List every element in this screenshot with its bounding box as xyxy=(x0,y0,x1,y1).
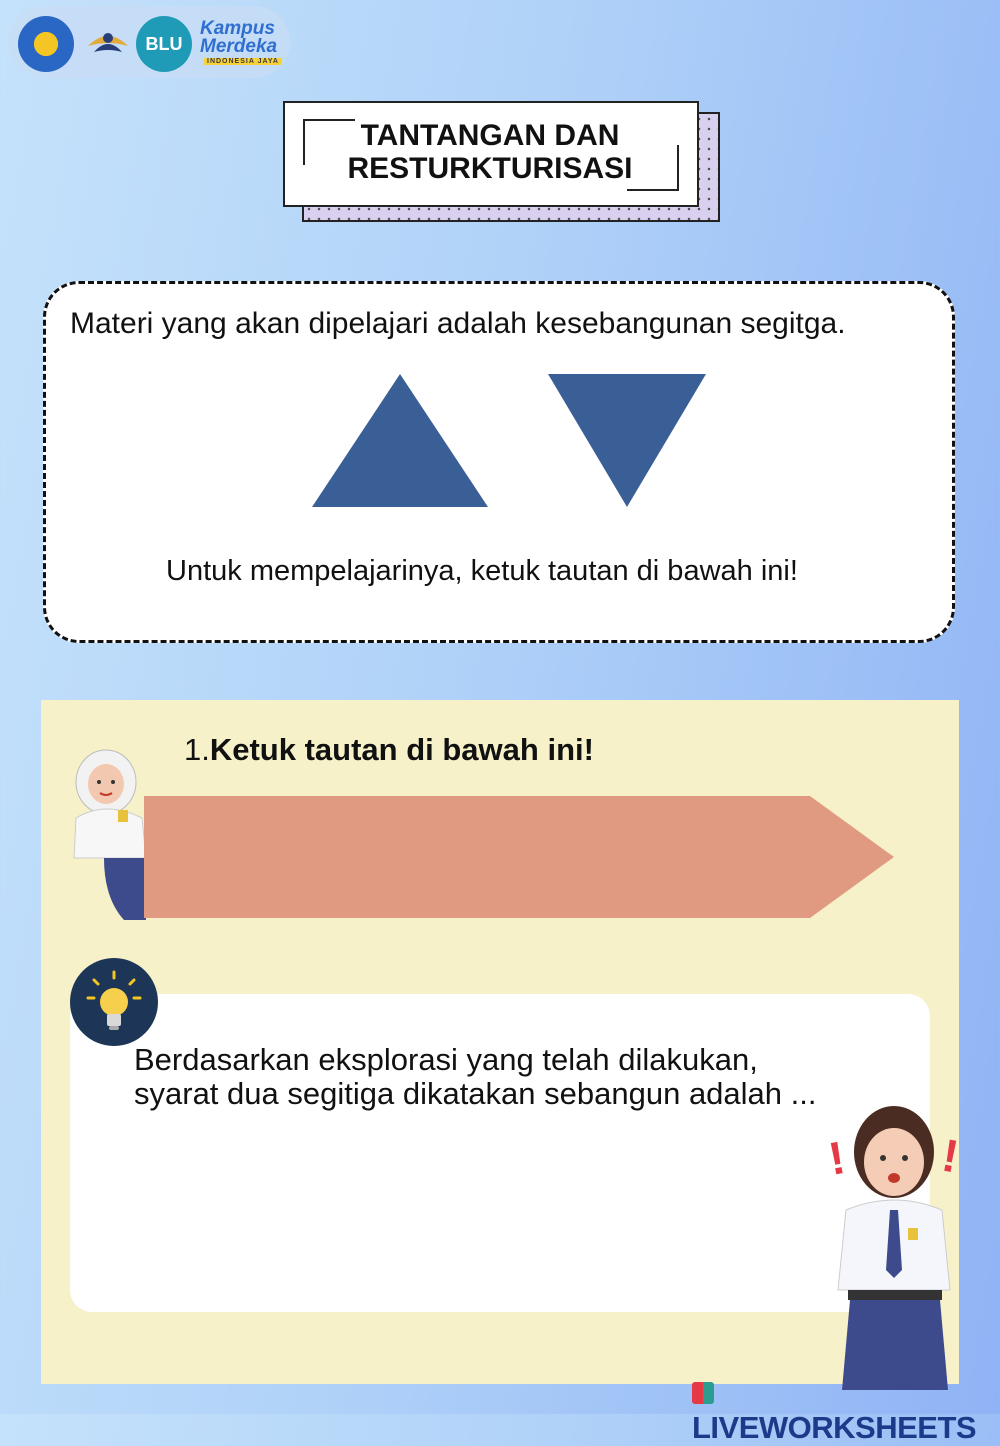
materi-instruction: Untuk mempelajarinya, ketuk tautan di bawah ini! xyxy=(166,555,798,587)
svg-text:!: ! xyxy=(938,1128,963,1183)
universitas-logo xyxy=(80,16,136,72)
link-arrow-button[interactable] xyxy=(144,796,894,918)
blu-logo: BLU xyxy=(136,16,192,72)
liveworksheets-logo-icon xyxy=(692,1382,714,1404)
liveworksheets-brand[interactable]: LIVEWORKSHEETS xyxy=(692,1374,1000,1446)
question-text: Berdasarkan eksplorasi yang telah dilakukan, syarat dua segitiga dikatakan sebangun adalah ... xyxy=(134,1042,817,1111)
triangle-up xyxy=(312,374,488,507)
logo-bar xyxy=(8,6,290,78)
materi-intro: Materi yang akan dipelajari adalah kesebangunan segitga. xyxy=(70,307,846,340)
student-surprised-illustration xyxy=(822,1100,972,1390)
triangle-down xyxy=(548,374,706,507)
kampus-merdeka-subtext: INDONESIA JAYA xyxy=(204,58,282,65)
task-heading: 1.Ketuk tautan di bawah ini! xyxy=(184,732,594,767)
triangles-illustration xyxy=(300,370,720,515)
svg-text:!: ! xyxy=(824,1130,849,1185)
lightbulb-icon xyxy=(70,958,158,1046)
kemdikbud-logo xyxy=(18,16,74,72)
page-title: TANTANGAN DAN RESTURKTURISASI xyxy=(347,119,633,185)
kampus-merdeka-logo: Kampus Merdeka xyxy=(200,18,278,57)
